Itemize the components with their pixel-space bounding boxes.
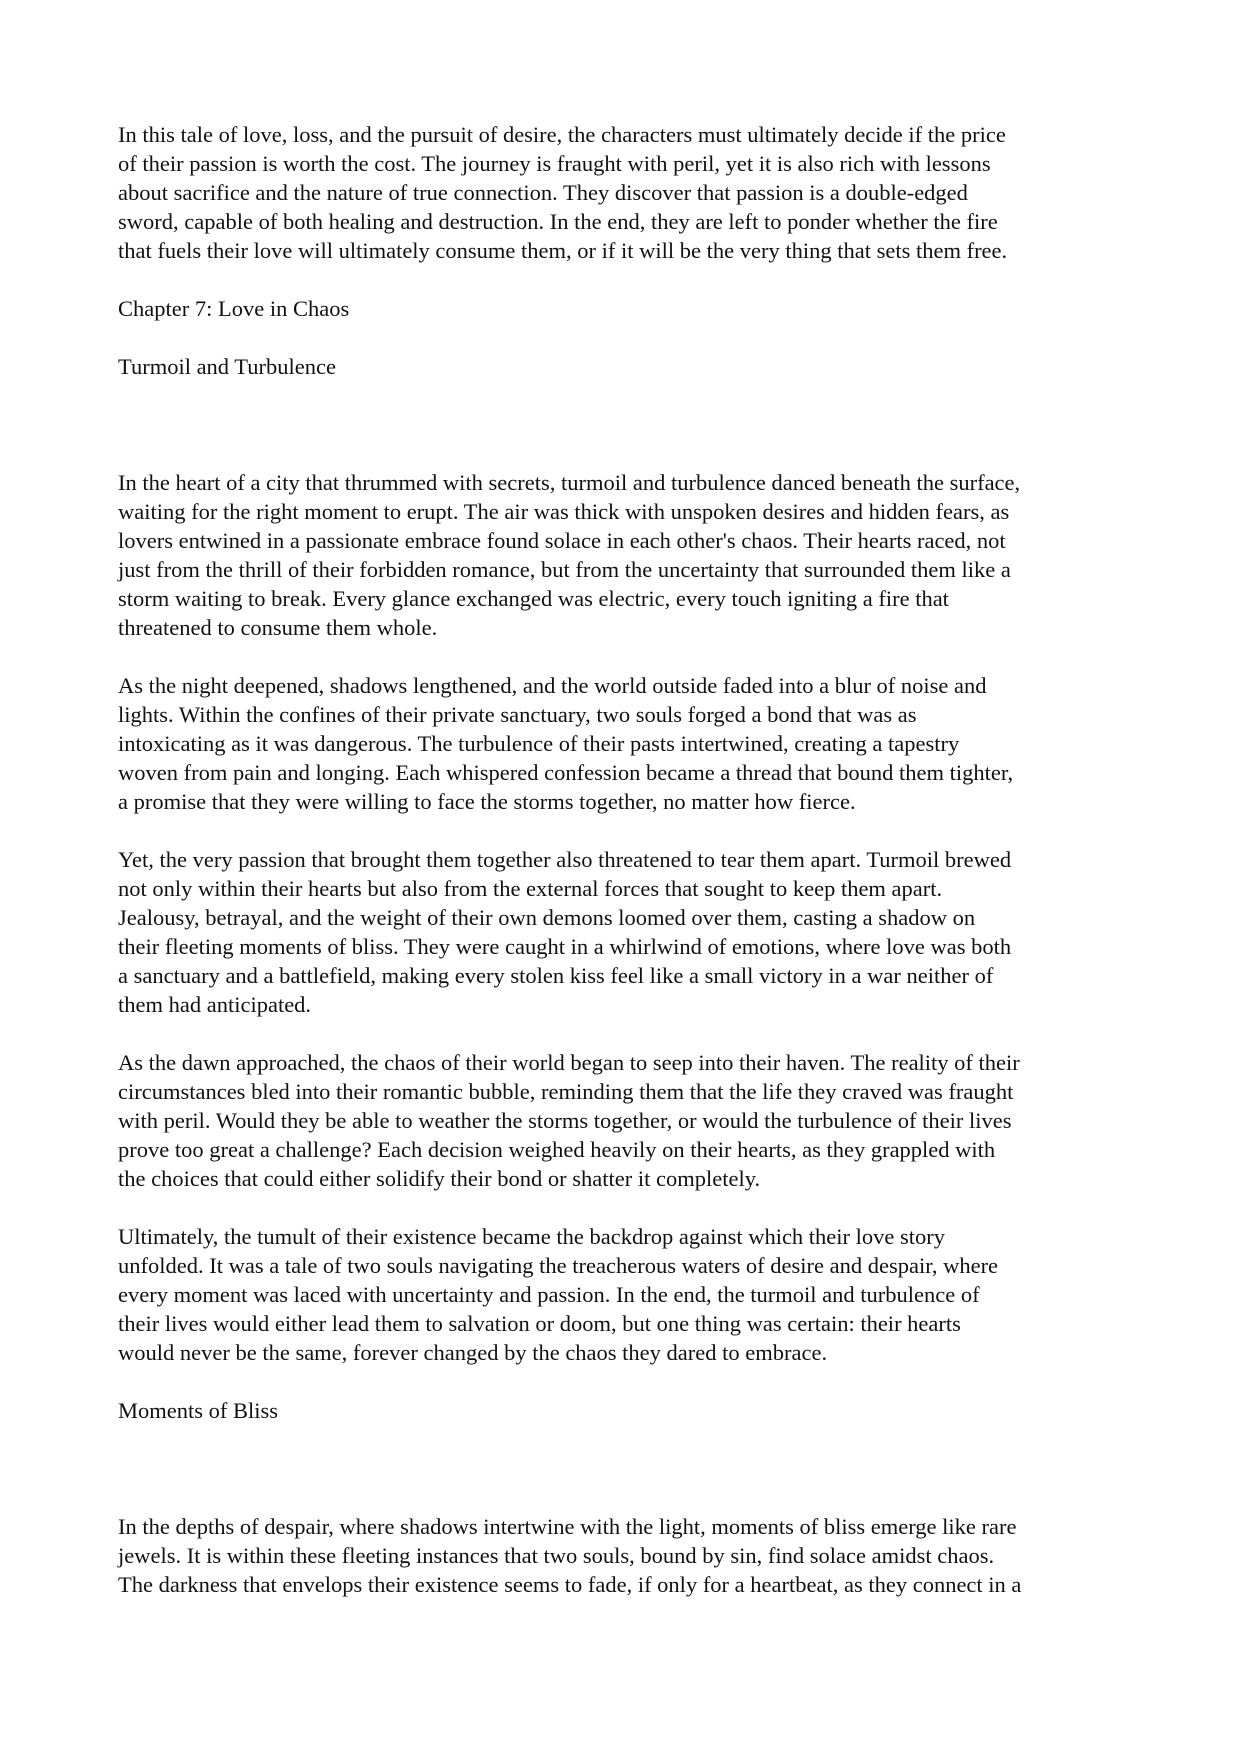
text-line: that fuels their love will ultimately consume them, or if it will be the very thing that sets them free. bbox=[118, 238, 1008, 263]
text-line: As the dawn approached, the chaos of their world began to seep into their haven. The reality of their bbox=[118, 1050, 1020, 1075]
paragraph bbox=[118, 671, 1128, 816]
text-line: Yet, the very passion that brought them together also threatened to tear them apart. Turmoil brewed bbox=[118, 847, 1012, 872]
text-line: would never be the same, forever changed by the chaos they dared to embrace. bbox=[118, 1340, 828, 1365]
text-line: not only within their hearts but also from the external forces that sought to keep them apart. bbox=[118, 876, 943, 901]
text-line: with peril. Would they be able to weather the storms together, or would the turbulence of their lives bbox=[118, 1108, 1012, 1133]
text-line: a promise that they were willing to face the storms together, no matter how fierce. bbox=[118, 789, 856, 814]
text-line: the choices that could either solidify their bond or shatter it completely. bbox=[118, 1166, 761, 1191]
text-line: woven from pain and longing. Each whispered confession became a thread that bound them tighter, bbox=[118, 760, 1014, 785]
paragraph bbox=[118, 1048, 1128, 1193]
text-line: lovers entwined in a passionate embrace found solace in each other's chaos. Their hearts raced, not bbox=[118, 528, 1006, 553]
paragraph bbox=[118, 468, 1128, 642]
text-line: their lives would either lead them to salvation or doom, but one thing was certain: their hearts bbox=[118, 1311, 961, 1336]
section-title-bliss: Moments of Bliss bbox=[118, 1398, 279, 1423]
text-line: them had anticipated. bbox=[118, 992, 312, 1017]
text-line: their fleeting moments of bliss. They were caught in a whirlwind of emotions, where love was both bbox=[118, 934, 1012, 959]
text-line: about sacrifice and the nature of true connection. They discover that passion is a double-edged bbox=[118, 180, 968, 205]
text-line: every moment was laced with uncertainty and passion. In the end, the turmoil and turbulence of bbox=[118, 1282, 980, 1307]
text-line: Jealousy, betrayal, and the weight of their own demons loomed over them, casting a shadow on bbox=[118, 905, 976, 930]
text-line: jewels. It is within these fleeting instances that two souls, bound by sin, find solace amidst chaos. bbox=[118, 1543, 995, 1568]
document-body bbox=[118, 120, 1128, 1628]
text-line: In the depths of despair, where shadows intertwine with the light, moments of bliss emerge like rare bbox=[118, 1514, 1017, 1539]
text-line: a sanctuary and a battlefield, making every stolen kiss feel like a small victory in a war neither of bbox=[118, 963, 994, 988]
section-title-turmoil: Turmoil and Turbulence bbox=[118, 354, 336, 379]
text-line: prove too great a challenge? Each decision weighed heavily on their hearts, as they grappled with bbox=[118, 1137, 996, 1162]
text-line: unfolded. It was a tale of two souls navigating the treacherous waters of desire and despair, where bbox=[118, 1253, 999, 1278]
text-line: of their passion is worth the cost. The journey is fraught with peril, yet it is also rich with lessons bbox=[118, 151, 991, 176]
text-line: storm waiting to break. Every glance exchanged was electric, every touch igniting a fire that bbox=[118, 586, 949, 611]
text-line: threatened to consume them whole. bbox=[118, 615, 438, 640]
text-line: Ultimately, the tumult of their existence became the backdrop against which their love story bbox=[118, 1224, 946, 1249]
chapter-title: Chapter 7: Love in Chaos bbox=[118, 296, 350, 321]
text-line: In this tale of love, loss, and the pursuit of desire, the characters must ultimately decide if the price bbox=[118, 122, 1006, 147]
text-line: intoxicating as it was dangerous. The turbulence of their pasts intertwined, creating a tapestry bbox=[118, 731, 960, 756]
paragraph bbox=[118, 1512, 1128, 1599]
text-line: waiting for the right moment to erupt. The air was thick with unspoken desires and hidden fears, as bbox=[118, 499, 1010, 524]
text-line: As the night deepened, shadows lengthened, and the world outside faded into a blur of noise and bbox=[118, 673, 987, 698]
text-line: The darkness that envelops their existence seems to fade, if only for a heartbeat, as they connect in a bbox=[118, 1572, 1022, 1597]
paragraph bbox=[118, 1222, 1128, 1367]
paragraph bbox=[118, 845, 1128, 1019]
text-line: lights. Within the confines of their private sanctuary, two souls forged a bond that was as bbox=[118, 702, 917, 727]
intro-paragraph bbox=[118, 120, 1128, 265]
text-line: In the heart of a city that thrummed with secrets, turmoil and turbulence danced beneath the surface, bbox=[118, 470, 1021, 495]
text-line: circumstances bled into their romantic bubble, reminding them that the life they craved was fraught bbox=[118, 1079, 1014, 1104]
text-line: just from the thrill of their forbidden romance, but from the uncertainty that surrounded them like a bbox=[118, 557, 1011, 582]
text-line: sword, capable of both healing and destruction. In the end, they are left to ponder whether the fire bbox=[118, 209, 998, 234]
